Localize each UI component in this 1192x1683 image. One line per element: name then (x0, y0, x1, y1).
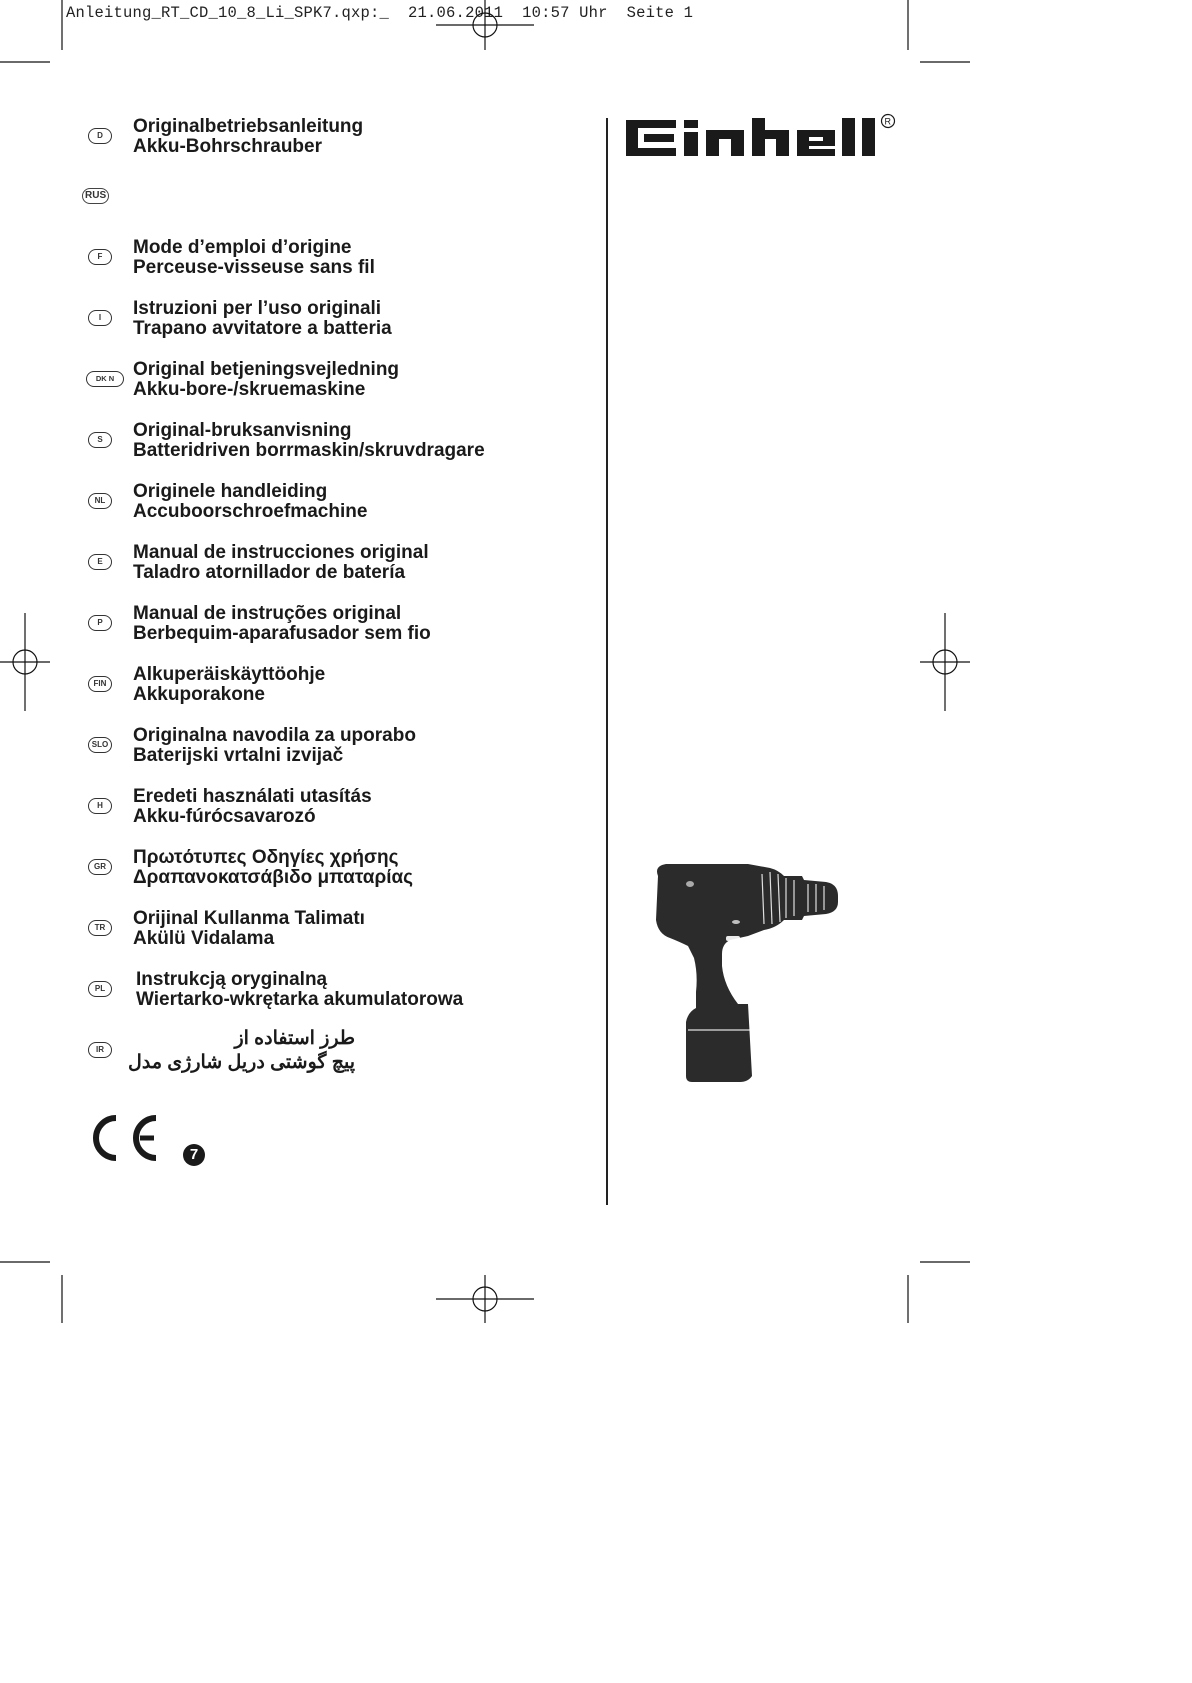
manual-title: Istruzioni per l’uso originali (133, 298, 382, 319)
language-badge: NL (88, 493, 112, 509)
product-name: پیچ گوشتی دریل شارژی مدل (128, 1052, 355, 1073)
language-badge: GR (88, 859, 112, 875)
product-name: Batteridriven borrmaskin/skruvdragare (133, 440, 485, 461)
language-badge: H (88, 798, 112, 814)
language-badge: I (88, 310, 112, 326)
product-name: Perceuse-visseuse sans fil (133, 257, 375, 278)
product-name: Akku-Bohrschrauber (133, 136, 322, 157)
product-name: Akülü Vidalama (133, 928, 275, 949)
language-badge: E (88, 554, 112, 570)
language-badge: PL (88, 981, 112, 997)
einhell-logo (626, 113, 898, 157)
manual-title: Alkuperäiskäyttöohje (133, 664, 326, 685)
product-name: Trapano avvitatore a batteria (133, 318, 392, 339)
column-divider (606, 118, 608, 1205)
manual-title: Original betjeningsvejledning (133, 359, 400, 380)
manual-title: Originalna navodila za uporabo (133, 725, 416, 746)
manual-title: Mode d’emploi d’origine (133, 237, 352, 258)
manual-title: Originele handleiding (133, 481, 328, 502)
manual-title: Instrukcją oryginalną (136, 969, 328, 990)
manual-title: Orijinal Kullanma Talimatı (133, 908, 365, 929)
language-badge: D (88, 128, 112, 144)
product-name: Akku-bore-/skruemaskine (133, 379, 366, 400)
language-badge: TR (88, 920, 112, 936)
cordless-drill-illustration (652, 862, 852, 1084)
product-name: Akkuporakone (133, 684, 265, 705)
ce-mark (90, 1112, 170, 1164)
language-badge: F (88, 249, 112, 265)
product-name: Taladro atornillador de batería (133, 562, 406, 583)
language-badge: RUS (82, 188, 109, 204)
notified-body-number: 7 (183, 1144, 205, 1166)
language-badge: FIN (88, 676, 112, 692)
printer-slug: Anleitung_RT_CD_10_8_Li_SPK7.qxp:_ 21.06.2011 10:57 Uhr Seite 1 (66, 4, 694, 22)
manual-title: طرز استفاده از (234, 1028, 355, 1049)
manual-title: Eredeti használati utasítás (133, 786, 372, 807)
product-name: Baterijski vrtalni izvijač (133, 745, 344, 766)
manual-title: Πρωτότυπες Οδηγίες χρήσης (133, 847, 399, 868)
product-name: Δραπανοκατσάβιδο μπαταρίας (133, 867, 414, 888)
language-badge: SLO (88, 737, 112, 753)
manual-title: Originalbetriebsanleitung (133, 116, 364, 137)
product-name: Berbequim-aparafusador sem fio (133, 623, 431, 644)
manual-title: Manual de instruções original (133, 603, 402, 624)
manual-title: Manual de instrucciones original (133, 542, 429, 563)
language-badge: P (88, 615, 112, 631)
product-name: Akku-fúrócsavarozó (133, 806, 316, 827)
product-name: Accuboorschroefmachine (133, 501, 368, 522)
language-badge: S (88, 432, 112, 448)
product-name: Wiertarko-wkrętarka akumulatorowa (136, 989, 464, 1010)
language-badge: IR (88, 1042, 112, 1058)
manual-title: Original-bruksanvisning (133, 420, 352, 441)
language-badge: DK N (86, 371, 124, 387)
svg-text:R: R (884, 116, 891, 127)
